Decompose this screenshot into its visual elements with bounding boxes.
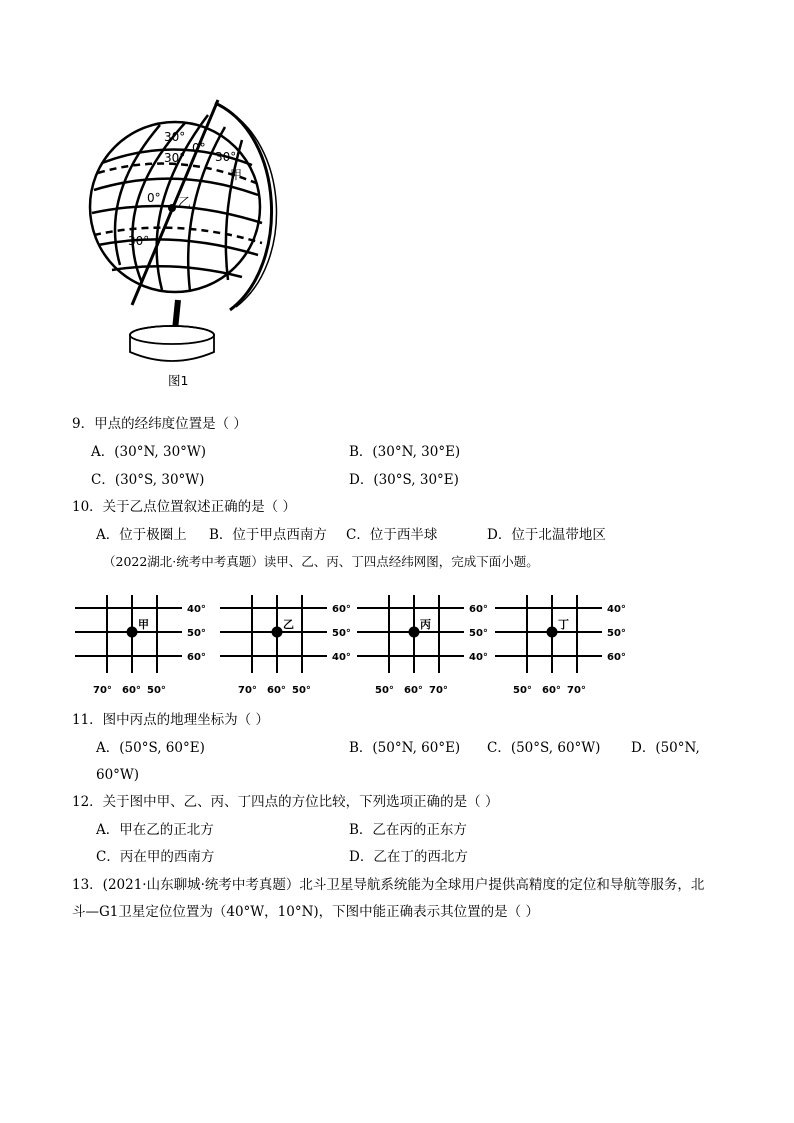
q12-option-a[interactable]: A．甲在乙的正北方 xyxy=(96,822,214,838)
grid-lon-label: 70° xyxy=(567,685,586,696)
grid-lat-label: 40° xyxy=(469,652,488,663)
grid-lon-label: 60° xyxy=(267,685,286,696)
q12-option-c[interactable]: C．丙在甲的西南方 xyxy=(96,849,215,865)
globe-figure xyxy=(80,95,280,395)
globe-label-30-top-left: 30° xyxy=(164,130,186,144)
grid-lon-label: 60° xyxy=(404,685,423,696)
grid-lat-label: 40° xyxy=(607,604,626,615)
globe-label-0-top: 0° xyxy=(192,141,206,155)
q10-option-a[interactable]: A．位于极圈上 xyxy=(96,527,187,543)
grid-figures xyxy=(70,595,630,705)
globe-point-jia-label: 甲 xyxy=(230,168,243,182)
figure-caption: 图1 xyxy=(168,373,189,388)
grid-lat-label: 60° xyxy=(607,652,626,663)
grid-lon-label: 50° xyxy=(375,685,394,696)
q10-option-b[interactable]: B．位于甲点西南方 xyxy=(209,527,327,543)
q11-option-a[interactable]: A．(50°S, 60°E) xyxy=(96,740,205,756)
q13-line2: 斗—G1卫星定位位置为（40°W，10°N)，下图中能正确表示其位置的是（ ） xyxy=(72,904,539,920)
q10-option-c[interactable]: C．位于西半球 xyxy=(346,527,438,543)
grid-point-dot xyxy=(547,627,558,638)
grid-lon-label: 50° xyxy=(513,685,532,696)
globe-label-30-inner: 30° xyxy=(164,151,186,165)
q12-option-d[interactable]: D．乙在丁的西北方 xyxy=(349,849,468,865)
q11-option-b[interactable]: B．(50°N, 60°E) xyxy=(349,740,461,756)
grid-ding xyxy=(495,595,626,696)
grid-lon-label: 60° xyxy=(122,685,141,696)
grid-lat-label: 60° xyxy=(469,604,488,615)
grid-lon-label: 60° xyxy=(542,685,561,696)
q11-option-d-wrap: 60°W) xyxy=(96,767,140,783)
grid-lon-label: 70° xyxy=(429,685,448,696)
q12-stem: 12．关于图中甲、乙、丙、丁四点的方位比较，下列选项正确的是（ ） xyxy=(72,794,499,810)
grid-point-dot xyxy=(127,627,138,638)
grid-point-dot xyxy=(272,627,283,638)
globe-label-30-bottom: 30° xyxy=(128,234,150,248)
grid-lat-label: 40° xyxy=(187,604,206,615)
q9-option-d[interactable]: D．(30°S, 30°E) xyxy=(349,472,459,488)
q9-stem: 9．甲点的经纬度位置是（ ） xyxy=(72,416,247,432)
q11-stem: 11．图中丙点的地理坐标为（ ） xyxy=(72,712,269,728)
source-note-2022: （2022湖北·统考中考真题）读甲、乙、丙、丁四点经纬网图，完成下面小题。 xyxy=(103,554,539,569)
q9-option-c[interactable]: C．(30°S, 30°W) xyxy=(91,472,205,488)
grid-point-label: 甲 xyxy=(138,618,149,631)
globe-label-equator-0: 0° xyxy=(147,191,161,205)
grid-lon-label: 70° xyxy=(93,685,112,696)
grid-lon-label: 70° xyxy=(238,685,257,696)
grid-bing xyxy=(357,595,488,696)
q10-option-d[interactable]: D．位于北温带地区 xyxy=(487,527,606,543)
grid-point-label: 丙 xyxy=(420,618,431,631)
globe-illustration xyxy=(80,95,280,395)
q10-stem: 10．关于乙点位置叙述正确的是（ ） xyxy=(72,499,296,515)
grid-lat-label: 50° xyxy=(332,628,351,639)
grid-lat-label: 60° xyxy=(187,652,206,663)
globe-label-30-right: 30° xyxy=(215,150,237,164)
grid-point-dot xyxy=(409,627,420,638)
grid-lon-label: 50° xyxy=(292,685,311,696)
grid-point-label: 乙 xyxy=(283,618,294,631)
q9-option-a[interactable]: A．(30°N, 30°W) xyxy=(91,444,207,460)
globe-point-yi-label: 乙 xyxy=(178,196,192,211)
q12-option-b[interactable]: B．乙在丙的正东方 xyxy=(349,822,467,838)
grid-lat-label: 50° xyxy=(187,628,206,639)
q11-option-c[interactable]: C．(50°S, 60°W) xyxy=(487,740,601,756)
grid-lat-label: 50° xyxy=(469,628,488,639)
grid-lon-label: 50° xyxy=(147,685,166,696)
grid-point-label: 丁 xyxy=(558,618,569,631)
q9-option-b[interactable]: B．(30°N, 30°E) xyxy=(349,444,461,460)
grid-jia xyxy=(75,595,206,696)
q11-option-d[interactable]: D．(50°N, xyxy=(631,740,700,756)
grid-yi xyxy=(220,595,351,696)
q13-line1: 13．(2021·山东聊城·统考中考真题）北斗卫星导航系统能为全球用户提供高精度的定位和导航等服务，北 xyxy=(72,877,705,893)
grid-lat-label: 50° xyxy=(607,628,626,639)
grid-lat-label: 40° xyxy=(332,652,351,663)
grid-lat-label: 60° xyxy=(332,604,351,615)
